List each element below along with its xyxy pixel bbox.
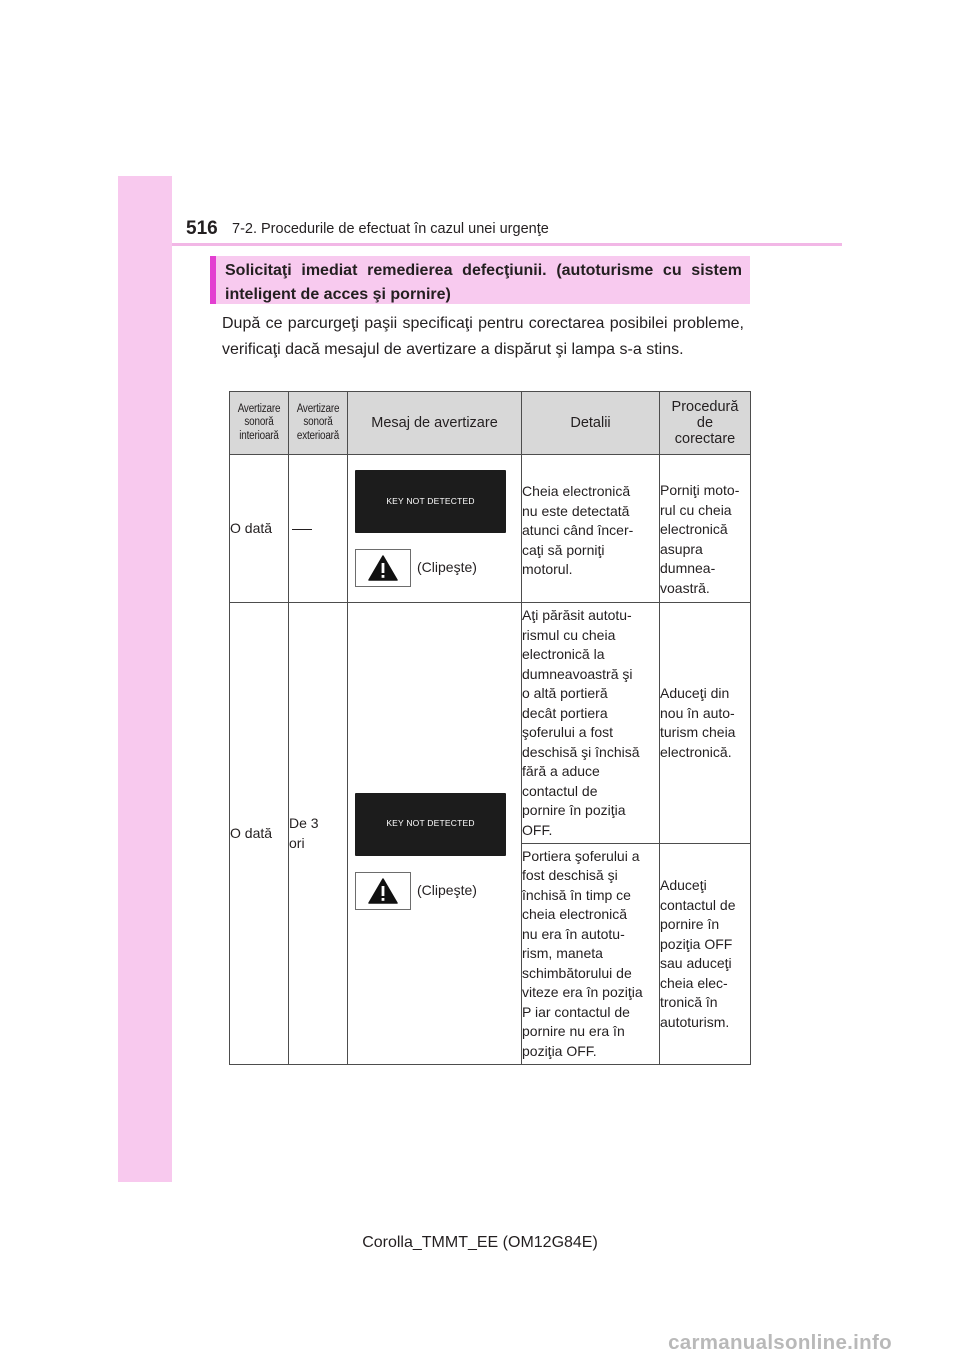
master-warning-icon <box>355 549 411 587</box>
header-procedure: Procedură de corectare <box>660 392 751 455</box>
dash-mark <box>292 529 312 530</box>
warning-light-row <box>355 872 521 910</box>
master-warning-icon <box>355 872 411 910</box>
procedure-cell: Porniţi moto- rul cu cheia electronică asupra dumnea- voastră. <box>660 455 751 603</box>
table-row <box>230 455 751 603</box>
blink-caption: (Clipeşte) <box>417 559 477 576</box>
header-line: sonoră <box>244 416 274 429</box>
chapter-title: 7-2. Procedurile de efectuat în cazul unei urgenţe <box>232 221 549 237</box>
header-message: Mesaj de avertizare <box>348 392 522 455</box>
header-line: sonoră <box>303 416 333 429</box>
interior-buzzer-cell: O dată <box>230 603 289 1065</box>
header-line: Avertizare <box>296 402 340 415</box>
intro-paragraph: După ce parcurgeţi paşii specificaţi pentru corectarea posibilei probleme, verificaţi dacă mesajul de avertizare a dispărut şi lampa s-a stins. <box>222 315 744 358</box>
blink-caption: (Clipeşte) <box>417 881 477 898</box>
page-number: 516 <box>186 218 218 239</box>
display-image: KEY NOT DETECTED <box>355 470 506 533</box>
header-line: Avertizare <box>237 402 281 415</box>
header-exterior-buzzer <box>289 392 348 455</box>
exterior-buzzer-cell: De 3 ori <box>289 603 348 1065</box>
interior-buzzer-cell: O dată <box>230 455 289 603</box>
header-interior-buzzer <box>230 392 289 455</box>
display-image: KEY NOT DETECTED <box>355 793 506 856</box>
warning-light-row <box>355 549 521 587</box>
procedure-cell: Aduceţi contactul de pornire în poziţia OFF sau aduceţi cheia elec- tronică în autoturism. <box>660 844 751 1065</box>
footer-model-code: Corolla_TMMT_EE (OM12G84E) <box>362 1234 598 1251</box>
exterior-buzzer-cell <box>289 455 348 603</box>
watermark-logo: carmanualsonline.info <box>600 1327 960 1358</box>
message-cell <box>348 603 522 1065</box>
details-cell: Cheia electronică nu este detectată atunci când încer- caţi să porniţi motorul. <box>522 455 660 603</box>
header-details: Detalii <box>522 392 660 455</box>
procedure-cell: Aduceţi din nou în auto- turism cheia electronică. <box>660 603 751 844</box>
details-cell: Aţi părăsit autotu- rismul cu cheia electronică la dumneavoastră şi o altă portieră decât portiera şoferului a fost deschisă şi închisă fără a aduce contactul de pornire în poziţia OFF. <box>522 603 660 844</box>
message-cell <box>348 455 522 603</box>
side-band <box>118 176 172 1182</box>
header-rule <box>172 243 842 246</box>
table-row <box>230 603 751 844</box>
section-title: Solicitaţi imediat remedierea defecţiunii. (autoturisme cu sistem inteligent de acces şi pornire) <box>210 256 750 304</box>
warning-table <box>229 391 751 1065</box>
header-line: interioară <box>239 429 279 442</box>
header-line: exterioară <box>296 429 340 442</box>
table-header-row <box>230 392 751 455</box>
details-cell: Portiera şoferului a fost deschisă şi închisă în timp ce cheia electronică nu era în autotu- rism, maneta schimbătorului de viteze era în poziţia P iar contactul de pornire nu era în poziţia OFF. <box>522 844 660 1065</box>
